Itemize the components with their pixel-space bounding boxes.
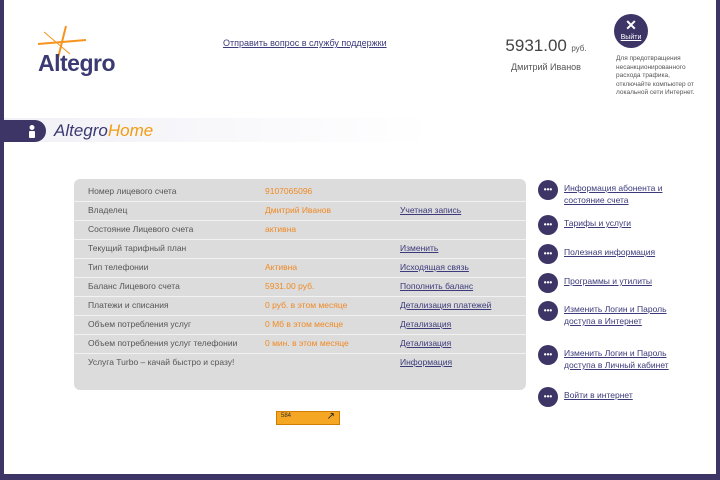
row-label: Номер лицевого счета — [88, 186, 177, 196]
row-action-link[interactable]: Учетная запись — [400, 205, 462, 215]
dots-icon: ••• — [538, 244, 558, 264]
brand-part-altegro: Altegro — [54, 121, 108, 140]
menu-item-label[interactable]: Программы и утилиты — [564, 276, 652, 286]
menu-item-label[interactable]: Тарифы и услуги — [564, 218, 632, 228]
row-label: Платежи и списания — [88, 300, 169, 310]
dots-icon: ••• — [538, 180, 558, 200]
account-info-table — [74, 179, 526, 390]
row-label: Состояние Лицевого счета — [88, 224, 194, 234]
arrow-icon: ↗ — [326, 411, 335, 422]
dots-icon: ••• — [538, 301, 558, 321]
menu-item-label[interactable]: Информация абонента и состояние счета — [564, 183, 663, 205]
row-action-link[interactable]: Детализация — [400, 319, 452, 329]
menu-item-label[interactable]: Войти в интернет — [564, 390, 633, 400]
table-row — [74, 277, 526, 297]
menu-item-label[interactable]: Изменить Логин и Пароль доступа в Интернет — [564, 304, 667, 326]
menu-item-label[interactable]: Изменить Логин и Пароль доступа в Личный кабинет — [564, 348, 669, 370]
balance-amount: 5931.00 — [505, 36, 567, 55]
row-value: активна — [265, 224, 297, 234]
logo-text: Altegro — [38, 50, 115, 76]
row-value: 9107065096 — [265, 186, 313, 196]
user-icon — [26, 124, 38, 138]
dots-icon: ••• — [538, 273, 558, 293]
exit-note: Для предотвращения несанкционированного расхода трафика, отключайте компьютер от локальной сети Интернет. — [616, 55, 695, 96]
row-label: Тип телефонии — [88, 262, 149, 272]
table-row — [74, 239, 526, 259]
user-tab — [4, 120, 46, 142]
table-row — [74, 353, 526, 372]
row-label: Услуга Turbo – качай быстро и сразу! — [88, 357, 235, 367]
row-label: Владелец — [88, 205, 128, 215]
balance-unit: руб. — [571, 44, 587, 53]
brand-part-home: Home — [107, 121, 154, 140]
table-row — [74, 258, 526, 278]
row-value: Активна — [265, 262, 298, 272]
row-value: 0 Мб в этом месяце — [265, 319, 344, 329]
table-row — [74, 334, 526, 354]
row-label: Текущий тарифный план — [88, 243, 187, 253]
table-row — [74, 201, 526, 221]
table-row — [74, 315, 526, 335]
counter-button[interactable] — [276, 411, 340, 425]
row-value: Дмитрий Иванов — [265, 205, 332, 215]
dots-icon: ••• — [538, 387, 558, 407]
row-value: 5931.00 руб. — [265, 281, 315, 291]
table-row — [74, 182, 526, 202]
table-row — [74, 220, 526, 240]
dots-icon: ••• — [538, 345, 558, 365]
menu-item-label[interactable]: Полезная информация — [564, 247, 656, 257]
row-label: Объем потребления услуг телефонии — [88, 338, 238, 348]
row-value: 0 мин. в этом месяце — [265, 338, 349, 348]
close-icon: ✕ — [625, 17, 637, 33]
exit-label: Выйти — [620, 34, 642, 41]
table-row — [74, 296, 526, 316]
row-value: 0 руб. в этом месяце — [265, 300, 348, 310]
exit-button[interactable] — [614, 14, 648, 48]
row-action-link[interactable]: Пополнить баланс — [400, 281, 474, 291]
row-label: Баланс Лицевого счета — [88, 281, 180, 291]
row-action-link[interactable]: Изменить — [400, 243, 439, 253]
dots-icon: ••• — [538, 215, 558, 235]
row-action-link[interactable]: Детализация — [400, 338, 452, 348]
balance-block — [500, 36, 592, 72]
support-link[interactable]: Отправить вопрос в службу поддержки — [223, 38, 387, 48]
counter-label: 584 — [281, 413, 292, 419]
user-name: Дмитрий Иванов — [511, 62, 581, 72]
row-action-link[interactable]: Информация — [400, 357, 453, 367]
row-label: Объем потребления услуг — [88, 319, 192, 329]
row-action-link[interactable]: Исходящая связь — [400, 262, 469, 272]
brand-title — [54, 121, 153, 141]
page — [4, 0, 716, 474]
row-action-link[interactable]: Детализация платежей — [400, 300, 492, 310]
